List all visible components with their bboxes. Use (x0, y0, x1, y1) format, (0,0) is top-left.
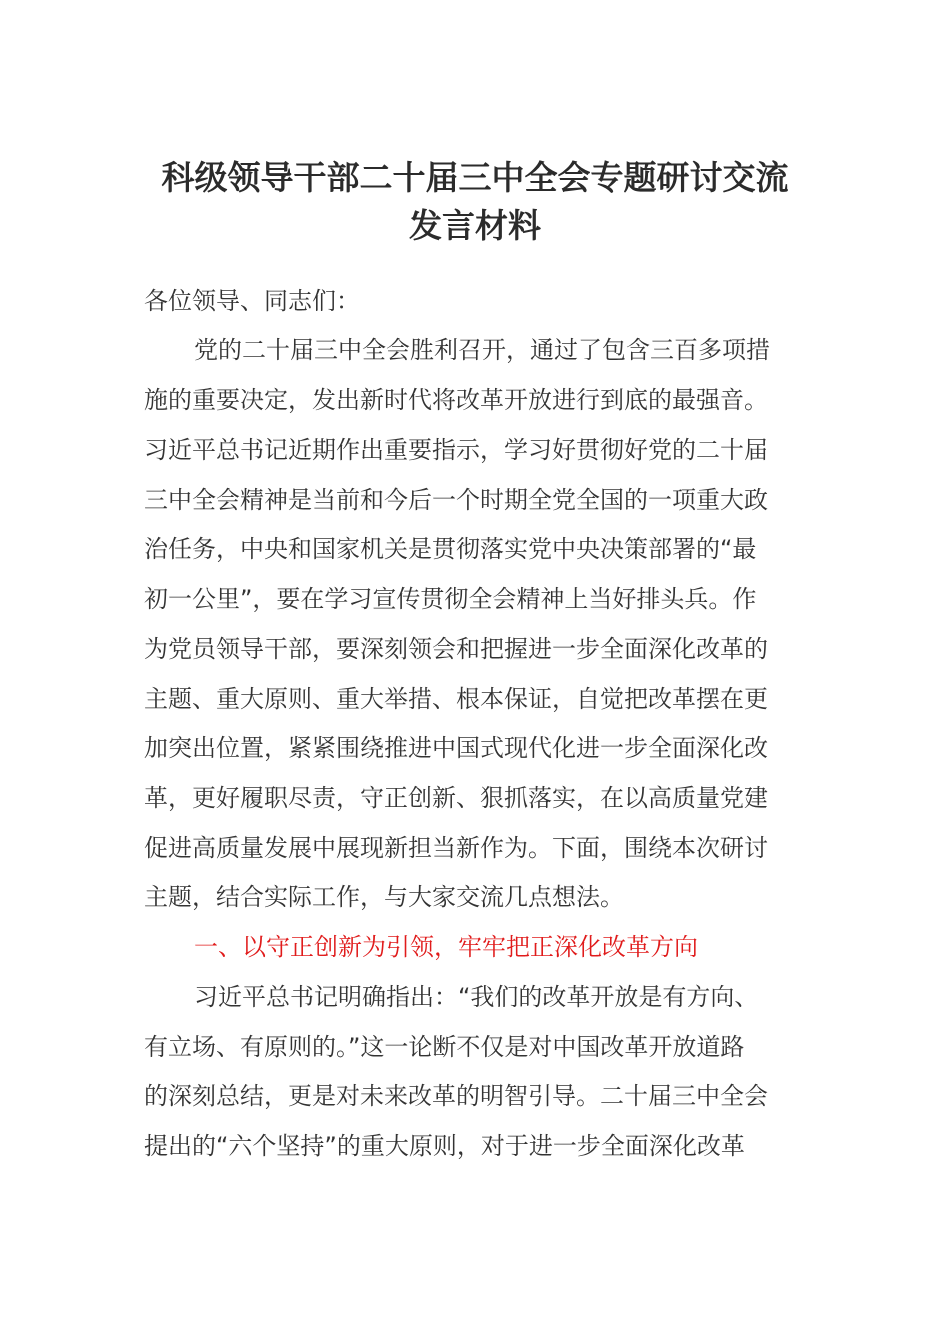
section-heading: 一、以守正创新为引领，牢牢把正深化改革方向 (194, 933, 698, 961)
document-title-line-1: 科级领导干部二十届三中全会专题研讨交流 (161, 158, 789, 197)
document-title-line-2: 发言材料 (409, 206, 541, 245)
paragraph-line: 初一公里”，要在学习宣传贯彻全会精神上当好排头兵。作 (144, 585, 757, 613)
paragraph-line: 革，更好履职尽责，守正创新、狠抓落实，在以高质量党建 (144, 784, 768, 812)
paragraph-line: 加突出位置，紧紧围绕推进中国式现代化进一步全面深化改 (144, 734, 768, 762)
paragraph-line: 提出的“六个坚持”的重大原则，对于进一步全面深化改革 (144, 1132, 745, 1160)
paragraph-line: 治任务，中央和国家机关是贯彻落实党中央决策部署的“最 (144, 535, 757, 563)
paragraph-line: 主题、重大原则、重大举措、根本保证，自觉把改革摆在更 (144, 685, 768, 713)
paragraph-line: 习近平总书记明确指出：“我们的改革开放是有方向、 (194, 983, 759, 1011)
paragraph-line: 主题，结合实际工作，与大家交流几点想法。 (144, 883, 624, 911)
paragraph-line: 党的二十届三中全会胜利召开，通过了包含三百多项措 (194, 336, 770, 364)
paragraph-line: 为党员领导干部，要深刻领会和把握进一步全面深化改革的 (144, 635, 768, 663)
paragraph-line: 习近平总书记近期作出重要指示，学习好贯彻好党的二十届 (144, 436, 768, 464)
paragraph-line: 的深刻总结，更是对未来改革的明智引导。二十届三中全会 (144, 1082, 768, 1110)
paragraph-line: 有立场、有原则的。”这一论断不仅是对中国改革开放道路 (144, 1033, 745, 1061)
paragraph-line: 三中全会精神是当前和今后一个时期全党全国的一项重大政 (144, 486, 768, 514)
greeting: 各位领导、同志们： (144, 287, 360, 315)
paragraph-line: 促进高质量发展中展现新担当新作为。下面，围绕本次研讨 (144, 834, 768, 862)
paragraph-line: 施的重要决定，发出新时代将改革开放进行到底的最强音。 (144, 386, 768, 414)
